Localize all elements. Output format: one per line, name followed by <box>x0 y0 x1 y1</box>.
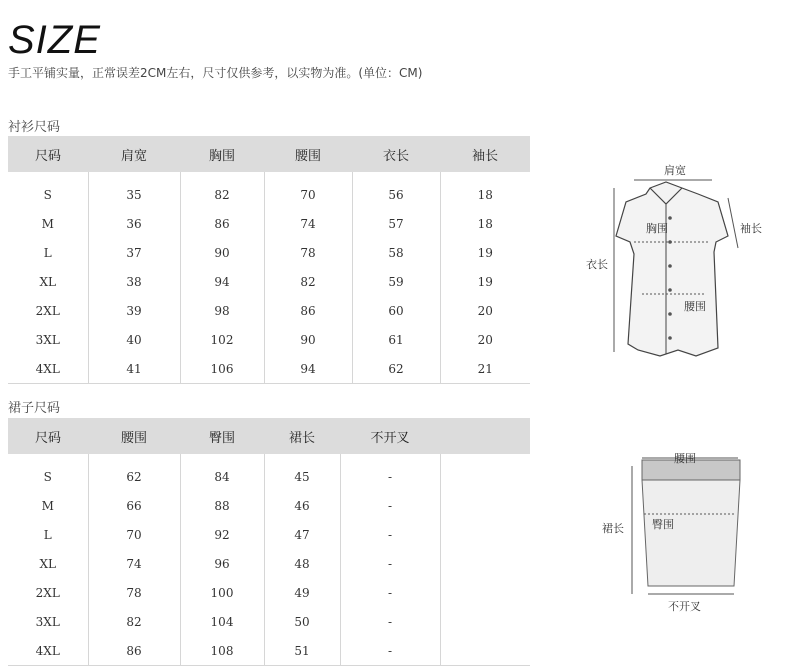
shirt-icon <box>616 182 728 356</box>
value-cell: 45 <box>264 462 340 491</box>
size-note: 手工平铺实量，正常误差2CM左右，尺寸仅供参考，以实物为准。(单位：CM) <box>8 66 423 80</box>
skirt-column-header <box>440 418 530 454</box>
value-cell: 108 <box>180 636 264 666</box>
shirt-column-header: 衣长 <box>352 136 440 172</box>
size-cell: S <box>43 187 52 202</box>
value-cell: 98 <box>180 296 264 325</box>
skirt-measurement-diagram <box>598 446 778 622</box>
value-cell <box>440 607 530 636</box>
value-cell: 90 <box>180 238 264 267</box>
value-cell: 38 <box>88 267 180 296</box>
value-cell: 46 <box>264 491 340 520</box>
skirt-column-header: 尺码 <box>8 418 88 454</box>
table-row <box>8 354 530 384</box>
size-cell: S <box>43 469 52 484</box>
value-cell <box>440 578 530 607</box>
size-cell: 3XL <box>35 614 60 629</box>
shirt-measurement-diagram <box>578 158 778 368</box>
value-cell: 18 <box>440 209 530 238</box>
value-cell: 78 <box>264 238 352 267</box>
size-cell: L <box>43 527 52 542</box>
spacer-cell <box>88 454 180 462</box>
table-row <box>8 549 530 578</box>
value-cell: 35 <box>88 180 180 209</box>
skirt-column-header: 腰围 <box>88 418 180 454</box>
value-cell: - <box>340 636 440 666</box>
table-row <box>8 636 530 666</box>
value-cell <box>440 549 530 578</box>
value-cell: 21 <box>440 354 530 384</box>
shirt-section-title: 衬衫尺码 <box>8 120 61 135</box>
value-cell: 94 <box>180 267 264 296</box>
value-cell: 18 <box>440 180 530 209</box>
value-cell: 56 <box>352 180 440 209</box>
size-cell: M <box>41 498 54 513</box>
value-cell: 66 <box>88 491 180 520</box>
value-cell: 20 <box>440 325 530 354</box>
value-cell: 102 <box>180 325 264 354</box>
value-cell: 19 <box>440 267 530 296</box>
value-cell: 58 <box>352 238 440 267</box>
value-cell: 84 <box>180 462 264 491</box>
spacer-cell <box>264 454 340 462</box>
spacer-cell <box>180 172 264 180</box>
table-row <box>8 180 530 209</box>
value-cell <box>440 462 530 491</box>
value-cell: 96 <box>180 549 264 578</box>
table-row <box>8 267 530 296</box>
value-cell: 39 <box>88 296 180 325</box>
spacer-cell <box>440 172 530 180</box>
value-cell: 92 <box>180 520 264 549</box>
value-cell: 88 <box>180 491 264 520</box>
shirt-column-header: 肩宽 <box>88 136 180 172</box>
value-cell: 60 <box>352 296 440 325</box>
value-cell: 37 <box>88 238 180 267</box>
value-cell: 51 <box>264 636 340 666</box>
value-cell: 49 <box>264 578 340 607</box>
value-cell: 78 <box>88 578 180 607</box>
value-cell: 86 <box>180 209 264 238</box>
chest-label: 胸围 <box>646 222 668 235</box>
value-cell: 62 <box>88 462 180 491</box>
spacer-cell <box>8 454 88 462</box>
shirt-column-header: 胸围 <box>180 136 264 172</box>
waist-label: 腰围 <box>684 300 706 313</box>
skirt-column-header: 不开叉 <box>340 418 440 454</box>
spacer-cell <box>440 454 530 462</box>
spacer-cell <box>264 172 352 180</box>
skirt-column-header: 臀围 <box>180 418 264 454</box>
table-row <box>8 491 530 520</box>
value-cell: - <box>340 520 440 549</box>
table-row <box>8 520 530 549</box>
spacer-cell <box>340 454 440 462</box>
value-cell: 70 <box>264 180 352 209</box>
shirt-size-table <box>8 136 530 384</box>
value-cell: 59 <box>352 267 440 296</box>
value-cell: 36 <box>88 209 180 238</box>
value-cell: 86 <box>264 296 352 325</box>
slit-label: 不开叉 <box>668 600 701 613</box>
table-row <box>8 209 530 238</box>
spacer-row <box>8 454 530 462</box>
skirt-section-title: 裙子尺码 <box>8 401 61 416</box>
skirt-waist-label: 腰围 <box>674 452 696 465</box>
spacer-cell <box>8 172 88 180</box>
spacer-cell <box>88 172 180 180</box>
table-row <box>8 325 530 354</box>
table-row <box>8 296 530 325</box>
size-cell: 2XL <box>35 585 60 600</box>
value-cell: - <box>340 607 440 636</box>
length-label: 衣长 <box>586 258 608 271</box>
skirt-size-table <box>8 418 530 666</box>
spacer-cell <box>352 172 440 180</box>
value-cell: - <box>340 491 440 520</box>
size-cell: XL <box>39 556 56 571</box>
size-cell: M <box>41 216 54 231</box>
sleeve-label: 袖长 <box>740 222 762 235</box>
hip-label: 臀围 <box>652 518 674 531</box>
skirt-column-header: 裙长 <box>264 418 340 454</box>
value-cell <box>440 636 530 666</box>
value-cell: 40 <box>88 325 180 354</box>
value-cell: - <box>340 549 440 578</box>
value-cell: 48 <box>264 549 340 578</box>
size-cell: 2XL <box>35 303 60 318</box>
value-cell: 86 <box>88 636 180 666</box>
value-cell: 70 <box>88 520 180 549</box>
shirt-column-header: 袖长 <box>440 136 530 172</box>
shirt-column-header: 尺码 <box>8 136 88 172</box>
value-cell: 100 <box>180 578 264 607</box>
size-cell: L <box>43 245 52 260</box>
value-cell: 62 <box>352 354 440 384</box>
value-cell: 104 <box>180 607 264 636</box>
value-cell <box>440 491 530 520</box>
shoulder-label: 肩宽 <box>664 164 686 177</box>
value-cell: - <box>340 578 440 607</box>
value-cell: 106 <box>180 354 264 384</box>
value-cell: 82 <box>88 607 180 636</box>
size-cell: 4XL <box>8 636 88 666</box>
value-cell: 74 <box>88 549 180 578</box>
value-cell: 50 <box>264 607 340 636</box>
value-cell: 41 <box>88 354 180 384</box>
value-cell: 19 <box>440 238 530 267</box>
spacer-row <box>8 172 530 180</box>
value-cell: 90 <box>264 325 352 354</box>
page-title: SIZE <box>8 18 101 62</box>
skirt-length-label: 裙长 <box>602 522 624 535</box>
value-cell: 20 <box>440 296 530 325</box>
value-cell <box>440 520 530 549</box>
spacer-cell <box>180 454 264 462</box>
size-cell: XL <box>39 274 56 289</box>
table-row <box>8 238 530 267</box>
size-cell: 4XL <box>8 354 88 384</box>
shirt-column-header: 腰围 <box>264 136 352 172</box>
value-cell: 74 <box>264 209 352 238</box>
value-cell: - <box>340 462 440 491</box>
table-row <box>8 462 530 491</box>
size-cell: 3XL <box>35 332 60 347</box>
value-cell: 82 <box>264 267 352 296</box>
value-cell: 57 <box>352 209 440 238</box>
value-cell: 82 <box>180 180 264 209</box>
value-cell: 61 <box>352 325 440 354</box>
table-row <box>8 578 530 607</box>
value-cell: 47 <box>264 520 340 549</box>
table-row <box>8 607 530 636</box>
value-cell: 94 <box>264 354 352 384</box>
